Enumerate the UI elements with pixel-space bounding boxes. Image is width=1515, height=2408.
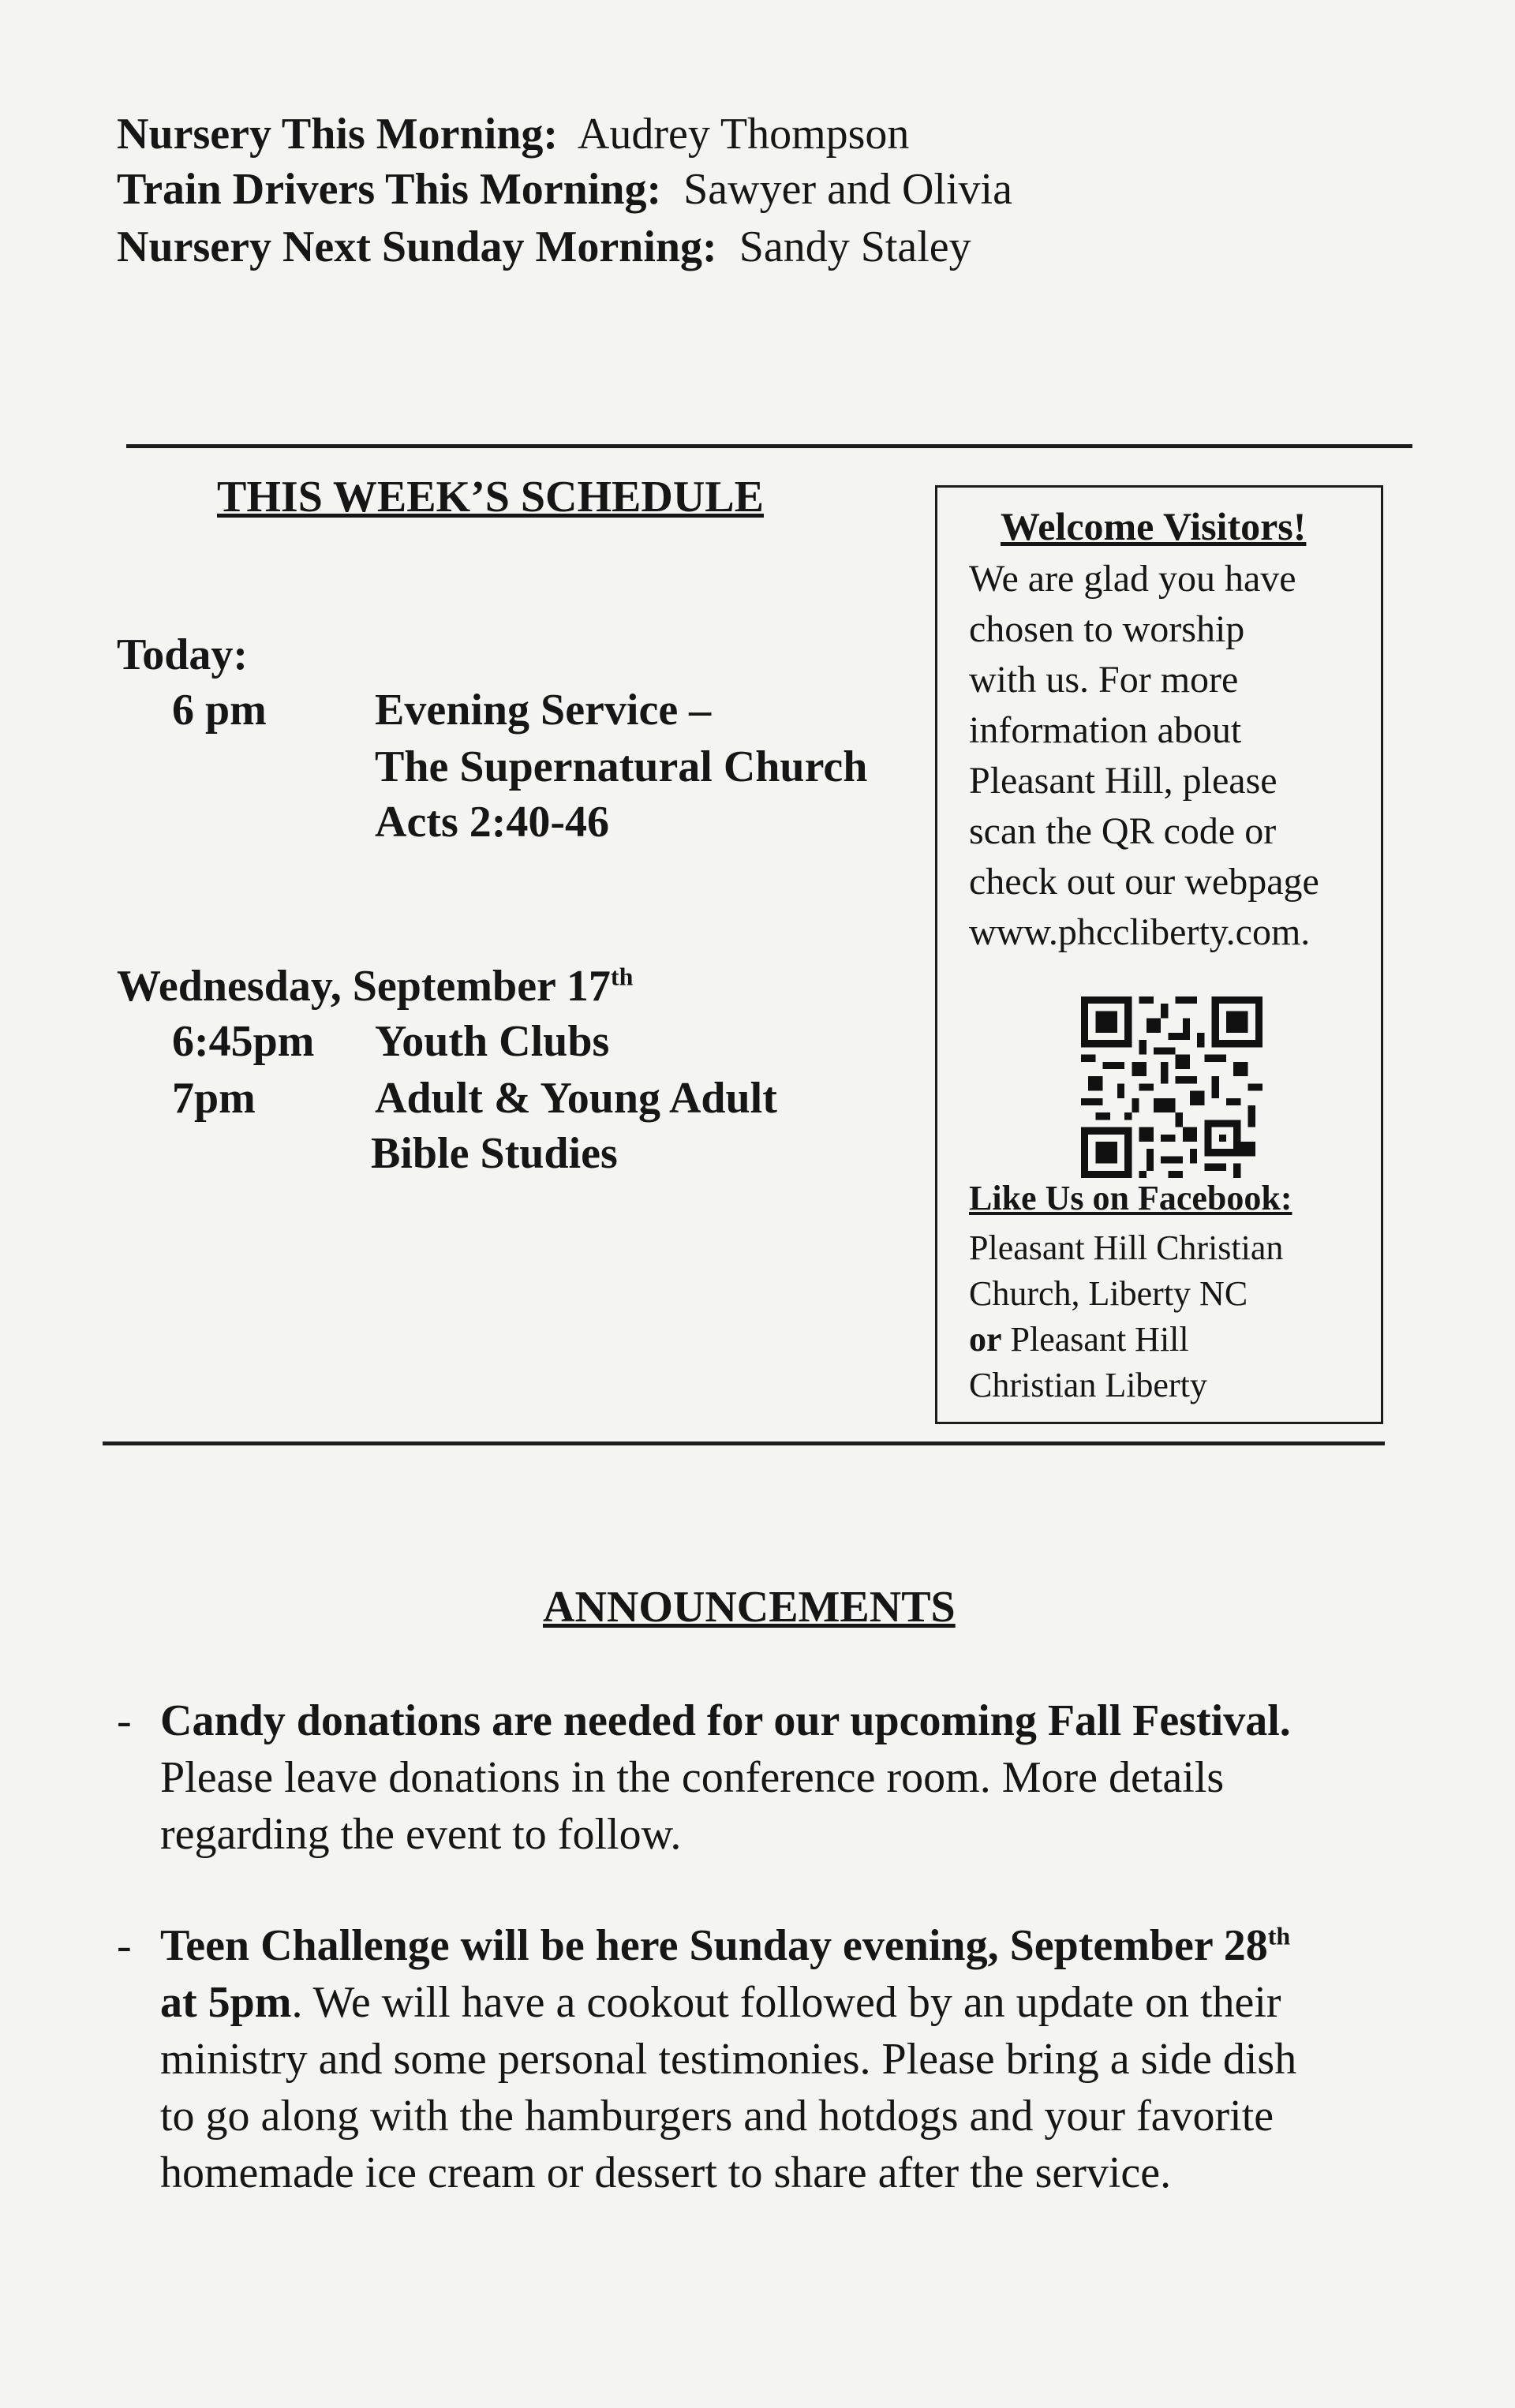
announcement-text — [160, 1692, 1291, 1863]
facebook-title: Like Us on Facebook: — [969, 1179, 1292, 1217]
announcements-title: ANNOUNCEMENTS — [543, 1583, 956, 1632]
welcome-line: We are glad you have — [969, 558, 1296, 600]
volunteer-value: Sandy Staley — [739, 222, 971, 271]
schedule-wednesday-time1: 6:45pm — [172, 1017, 315, 1066]
schedule-wednesday-event2: Adult & Young Adult — [375, 1074, 777, 1123]
welcome-line: Pleasant Hill, please — [969, 760, 1277, 802]
schedule-wednesday-date: Wednesday, September 17 — [117, 962, 611, 1011]
announcement-line — [160, 1974, 1296, 2031]
announcement-line-rest: . We will have a cookout followed by an update on their — [291, 1978, 1281, 2027]
qr-code-icon[interactable] — [1081, 996, 1262, 1178]
volunteer-label: Nursery Next Sunday Morning: — [117, 222, 717, 271]
announcement-headline-text: Teen Challenge will be here Sunday evening, September 28 — [160, 1921, 1268, 1970]
announcement-headline: Candy donations are needed for our upcoming Fall Festival. — [160, 1696, 1291, 1745]
announcement-headline — [160, 1917, 1296, 1974]
schedule-wednesday-event1: Youth Clubs — [375, 1017, 610, 1066]
schedule-today-event-subtitle: The Supernatural Church — [375, 742, 868, 791]
facebook-line: Christian Liberty — [969, 1366, 1207, 1404]
volunteer-value: Audrey Thompson — [577, 110, 910, 159]
volunteer-line-nursery-next-sunday — [117, 219, 971, 275]
volunteer-label: Train Drivers This Morning: — [117, 165, 662, 214]
volunteer-label: Nursery This Morning: — [117, 110, 558, 159]
bullet-dash: - — [117, 1921, 132, 1970]
announcement-line: ministry and some personal testimonies. Please bring a side dish — [160, 2035, 1297, 2084]
welcome-line-website[interactable]: www.phccliberty.com. — [969, 911, 1311, 953]
date-ordinal: th — [1267, 1921, 1291, 1950]
welcome-title: Welcome Visitors! — [1001, 504, 1307, 548]
schedule-wednesday-event2-cont: Bible Studies — [371, 1129, 618, 1178]
facebook-line-or — [969, 1317, 1283, 1363]
bullet-dash: - — [117, 1696, 132, 1745]
schedule-wednesday-label — [117, 959, 633, 1014]
schedule-wednesday-time2: 7pm — [172, 1074, 256, 1123]
schedule-title: THIS WEEK’S SCHEDULE — [217, 473, 764, 522]
announcement-line: regarding the event to follow. — [160, 1810, 682, 1859]
welcome-line: with us. For more — [969, 659, 1239, 701]
volunteer-line-train-drivers — [117, 162, 1012, 217]
top-divider — [126, 444, 1412, 448]
volunteer-line-nursery-this-morning — [117, 107, 909, 162]
facebook-line: Church, Liberty NC — [969, 1274, 1248, 1313]
welcome-line: scan the QR code or — [969, 810, 1277, 852]
facebook-line-rest: Pleasant Hill — [1001, 1320, 1189, 1359]
facebook-line: Pleasant Hill Christian — [969, 1228, 1284, 1267]
announcement-line: homemade ice cream or dessert to share after the service. — [160, 2148, 1172, 2197]
welcome-line: check out our webpage — [969, 861, 1319, 903]
welcome-line: information about — [969, 709, 1242, 751]
announcement-text — [160, 1917, 1296, 2201]
schedule-today-label: Today: — [117, 630, 249, 679]
welcome-visitors-box — [935, 485, 1383, 1424]
volunteer-value: Sawyer and Olivia — [683, 165, 1012, 214]
schedule-today-scripture: Acts 2:40-46 — [375, 798, 610, 847]
welcome-body — [969, 554, 1379, 958]
date-ordinal: th — [610, 962, 634, 991]
announcement-line: to go along with the hamburgers and hotdogs and your favorite — [160, 2092, 1274, 2141]
bottom-divider — [103, 1441, 1385, 1445]
announcement-time: at 5pm — [160, 1978, 292, 2027]
schedule-today-time: 6 pm — [172, 686, 267, 735]
facebook-body — [969, 1225, 1283, 1408]
schedule-today-event-title: Evening Service – — [375, 686, 712, 735]
welcome-line: chosen to worship — [969, 608, 1245, 650]
announcement-line: Please leave donations in the conference room. More details — [160, 1753, 1225, 1802]
facebook-or: or — [969, 1320, 1002, 1359]
